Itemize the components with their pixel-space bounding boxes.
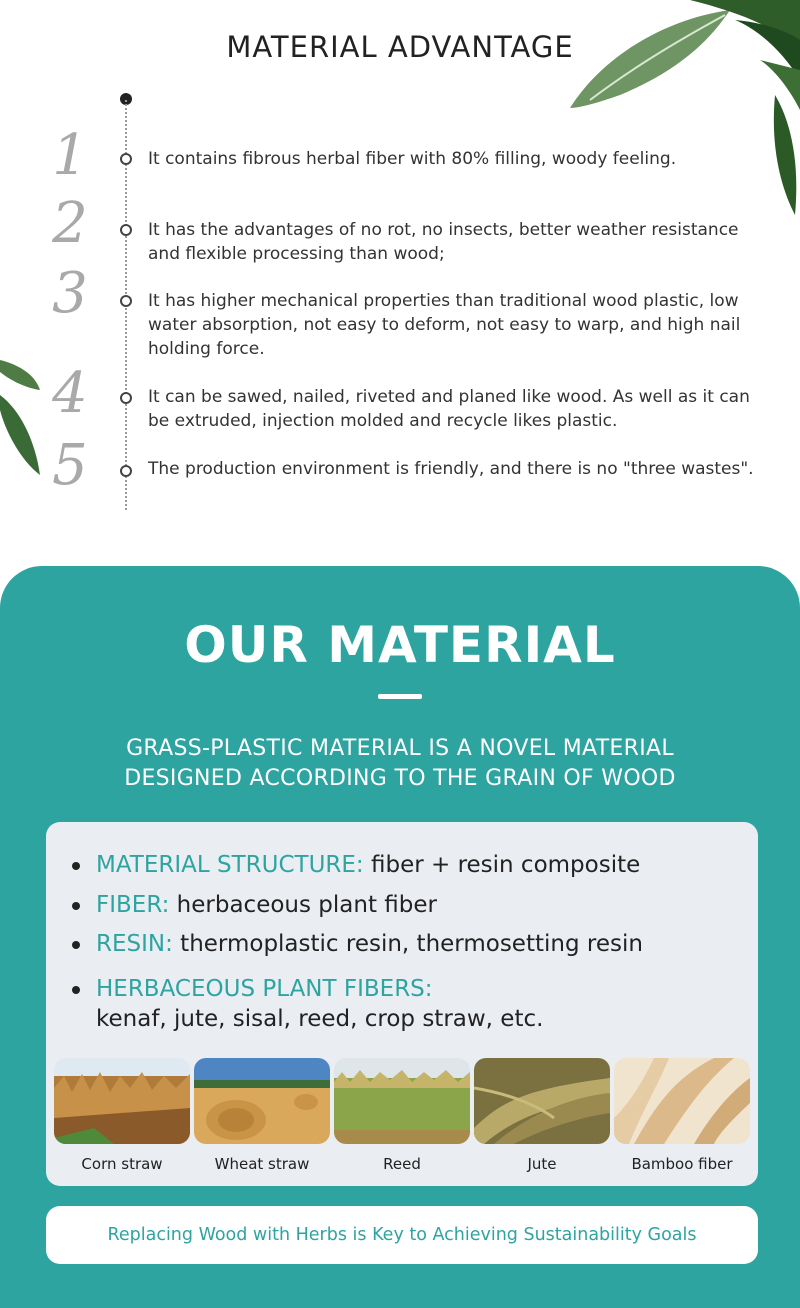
wheat-straw-image [194,1058,330,1144]
bullet-fiber [96,890,437,920]
subtitle-line: GRASS-PLASTIC MATERIAL IS A NOVEL MATERIAL [126,736,674,761]
jute-image [474,1058,610,1144]
photo-corn-straw [54,1058,190,1173]
bullet-dot-icon [72,862,80,870]
advantage-text: It contains fibrous herbal fiber with 80% filling, woody feeling. [148,149,677,169]
advantage-text: It has the advantages of no rot, no insects, better weather resistance and flexible processing than wood; [148,220,739,264]
advantage-number: 2 [52,191,88,256]
advantage-text: The production environment is friendly, and there is no "three wastes". [148,459,754,479]
bullet-material-structure [96,850,640,880]
corn-straw-image [54,1058,190,1144]
photo-caption: Bamboo fiber [631,1155,733,1173]
photo-caption: Corn straw [81,1155,163,1173]
timeline-dot [120,295,132,307]
bullet-key: MATERIAL STRUCTURE: [96,852,364,878]
subtitle-line: DESIGNED ACCORDING TO THE GRAIN OF WOOD [124,766,676,791]
advantage-number: 1 [52,123,88,188]
photo-jute [474,1058,610,1173]
advantage-text: It has higher mechanical properties than traditional wood plastic, low water absorption, not easy to deform, not easy to warp, and high nail holding force. [148,291,741,359]
bullet-dot-icon [72,902,80,910]
bullet-resin [96,929,643,959]
advantage-title: MATERIAL ADVANTAGE [226,30,574,64]
timeline-dot [120,153,132,165]
our-material-title: OUR MATERIAL [184,616,616,674]
bullet-dot-icon [72,986,80,994]
timeline-dot [120,224,132,236]
advantage-number: 4 [52,361,88,426]
advantage-number: 3 [52,261,88,326]
bullet-value: herbaceous plant fiber [169,892,437,918]
sustainability-banner: Replacing Wood with Herbs is Key to Achieving Sustainability Goals [46,1206,758,1264]
advantage-number: 5 [52,433,88,498]
leaf-decoration-left [0,350,50,480]
timeline-dot [120,392,132,404]
bullet-dot-icon [72,941,80,949]
bullet-herbaceous-fibers [96,974,543,1034]
our-material-section [0,566,800,1308]
bullet-value: fiber + resin composite [363,852,641,878]
bullet-key: RESIN: [96,931,173,957]
photo-caption: Reed [383,1155,421,1173]
bullet-key: FIBER: [96,892,170,918]
bullet-value: kenaf, jute, sisal, reed, crop straw, etc. [96,1006,544,1032]
photo-reed [334,1058,470,1173]
material-card [46,822,758,1186]
timeline-dot [120,465,132,477]
fiber-photo-row [54,1058,750,1173]
bullet-value: thermoplastic resin, thermosetting resin [172,931,643,957]
title-underline [378,694,422,699]
bullet-key: HERBACEOUS PLANT FIBERS: [96,976,433,1002]
photo-bamboo-fiber [614,1058,750,1173]
material-subtitle [60,734,740,794]
photo-caption: Wheat straw [214,1155,310,1173]
photo-caption: Jute [527,1155,557,1173]
bamboo-fiber-image [614,1058,750,1144]
reed-image [334,1058,470,1144]
advantage-text: It can be sawed, nailed, riveted and planed like wood. As well as it can be extruded, injection molded and recycle likes plastic. [148,387,750,431]
material-advantage-section [0,0,800,560]
photo-wheat-straw [194,1058,330,1173]
